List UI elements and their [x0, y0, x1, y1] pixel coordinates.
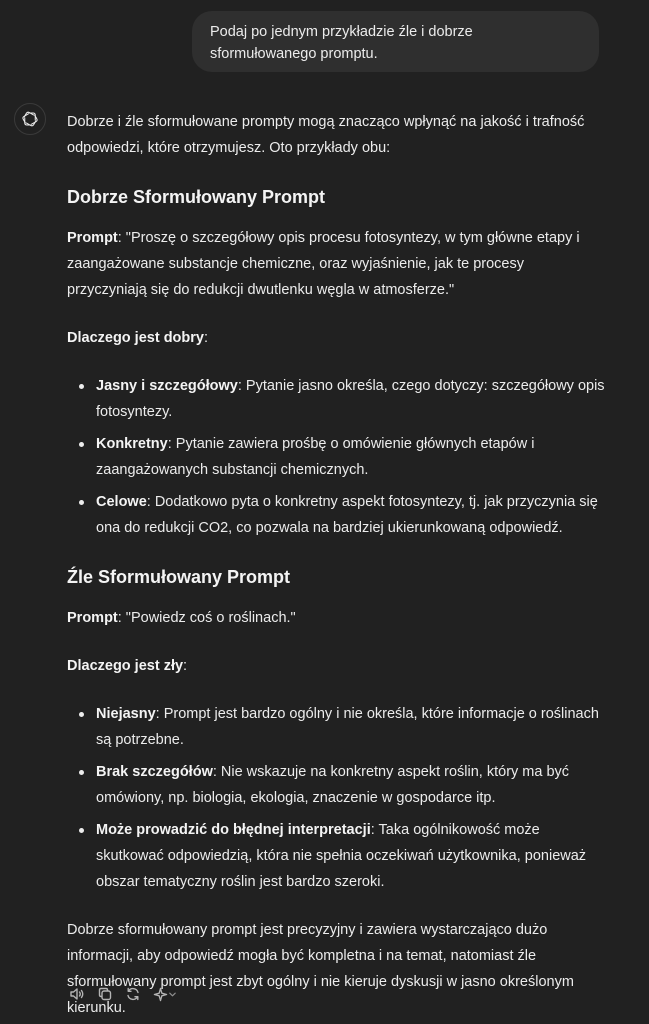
list-item-text: : Pytanie jasno określa, czego dotyczy: szczegółowy opis fotosyntezy.: [96, 378, 605, 420]
list-item: [67, 489, 607, 541]
assistant-avatar: [14, 103, 46, 135]
bad-reasons-list: [67, 701, 607, 895]
model-switch-button[interactable]: [152, 985, 178, 1003]
list-item: [67, 701, 607, 753]
good-why-suffix: :: [203, 330, 209, 346]
list-item-text: : Prompt jest bardzo ogólny i nie określa, które informacje o roślinach są potrzebne.: [96, 706, 599, 748]
assistant-message: [67, 109, 607, 1021]
bad-prompt-text: : "Powiedz coś o roślinach.": [117, 610, 296, 626]
list-item-text: : Taka ogólnikowość może skutkować odpowiedzią, która nie spełnia oczekiwań użytkownika, ponieważ obszar tematyczny roślin jest bardzo szeroki.: [96, 822, 587, 890]
list-item-label: Niejasny: [96, 706, 156, 722]
speaker-icon: [69, 986, 85, 1002]
bad-prompt-example: [67, 605, 607, 631]
conclusion-paragraph: Dobrze sformułowany prompt jest precyzyjny i zawiera wystarczająco dużo informacji, aby odpowiedź mogła być kompletna i na temat, natomiast źle sformułowany prompt jest zbyt ogólny i nie kieruje dyskusji w jasno określonym kierunku.: [67, 922, 574, 1016]
good-why-line: [67, 325, 607, 351]
list-item-label: Jasny i szczegółowy: [96, 378, 238, 394]
good-prompt-label: Prompt: [67, 230, 118, 246]
list-item-text: : Nie wskazuje na konkretny aspekt roślin, który ma być omówiony, np. biologia, ekologia, znaczenie w gospodarce itp.: [96, 764, 570, 806]
chevron-down-icon: [168, 990, 177, 999]
list-item: [67, 373, 607, 425]
list-item-label: Może prowadzić do błędnej interpretacji: [96, 822, 371, 838]
copy-button[interactable]: [96, 985, 114, 1003]
list-item-label: Konkretny: [96, 436, 168, 452]
openai-logo-icon: [21, 110, 39, 128]
list-item-text: : Dodatkowo pyta o konkretny aspekt fotosyntezy, tj. jak przyczynia się ona do redukcji CO2, co pozwala na bardziej ukierunkowaną odpowiedź.: [96, 494, 598, 536]
message-actions-bar: [68, 984, 178, 1004]
list-item-label: Celowe: [96, 494, 147, 510]
good-prompt-example: [67, 225, 607, 303]
bad-prompt-label: Prompt: [67, 610, 118, 626]
read-aloud-button[interactable]: [68, 985, 86, 1003]
user-message-line-1: Podaj po jednym przykładzie źle i dobrze: [210, 24, 473, 40]
list-item-label: Brak szczegółów: [96, 764, 213, 780]
regenerate-button[interactable]: [124, 985, 142, 1003]
sparkle-model-icon: [153, 987, 168, 1002]
copy-icon: [97, 986, 113, 1002]
bad-prompt-heading: Źle Sformułowany Prompt: [67, 567, 291, 587]
user-message-bubble: [192, 11, 599, 72]
good-why-label: Dlaczego jest dobry: [67, 330, 204, 346]
bad-why-suffix: :: [183, 658, 188, 674]
list-item: [67, 817, 607, 895]
list-item-text: : Pytanie zawiera prośbę o omówienie głównych etapów i zaangażowanych substancji chemicznych.: [96, 436, 535, 478]
bad-why-label: Dlaczego jest zły: [67, 658, 184, 674]
good-prompt-heading: Dobrze Sformułowany Prompt: [67, 187, 326, 207]
bad-why-line: [67, 653, 607, 679]
good-prompt-text: : "Proszę o szczegółowy opis procesu fotosyntezy, w tym główne etapy i zaangażowane substancje chemiczne, oraz wyjaśnienie, jak te procesy przyczyniają się do redukcji dwutlenku węgla w atmosferze.": [67, 230, 580, 298]
good-reasons-list: [67, 373, 607, 541]
list-item: [67, 759, 607, 811]
intro-paragraph: Dobrze i źle sformułowane prompty mogą znacząco wpłynąć na jakość i trafność odpowiedzi, które otrzymujesz. Oto przykłady obu:: [67, 114, 585, 156]
regenerate-icon: [125, 986, 141, 1002]
user-message-line-2: sformułowanego promptu.: [210, 46, 378, 62]
list-item: [67, 431, 607, 483]
